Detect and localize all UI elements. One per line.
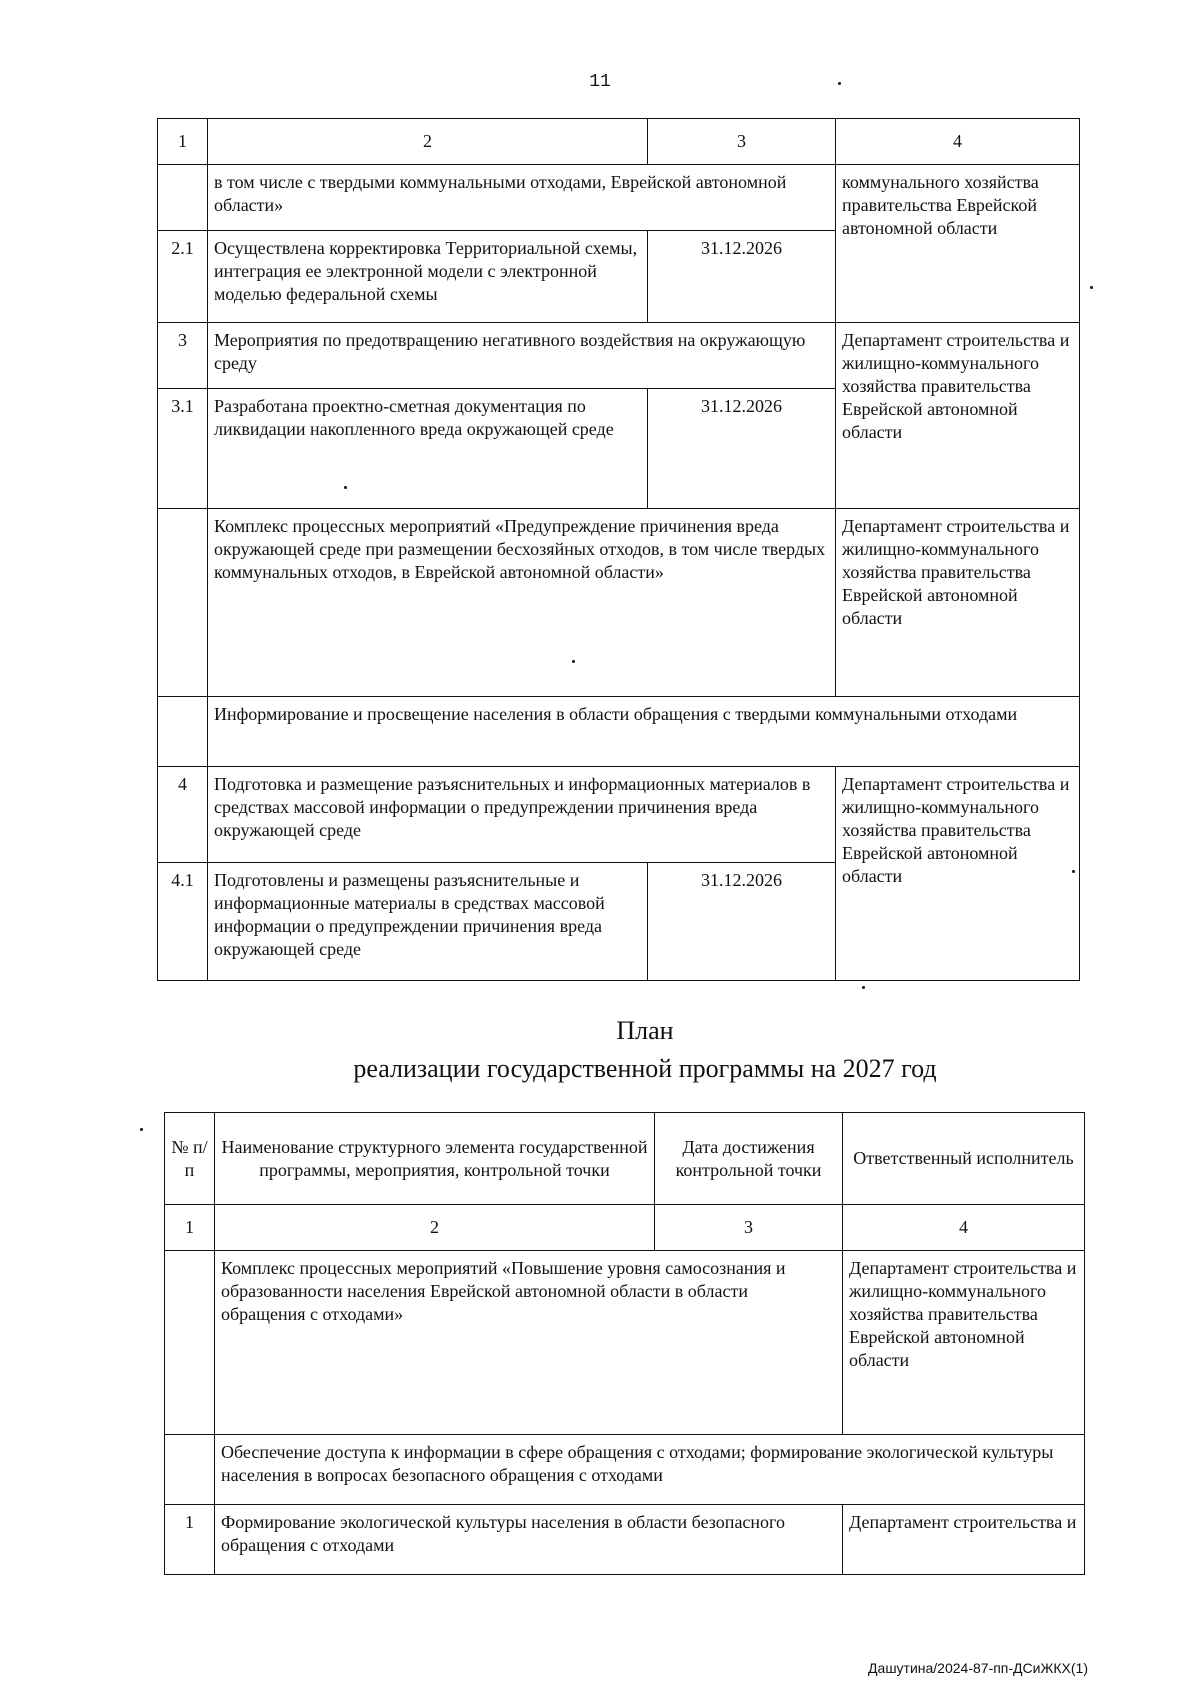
row-number: 2.1 bbox=[158, 231, 208, 323]
col-number-3: 3 bbox=[655, 1205, 843, 1251]
row-name: Комплекс процессных мероприятий «Повышение уровня самосознания и образованности населения Еврейской автономной области в области обращения с отходами» bbox=[215, 1251, 843, 1435]
table-row bbox=[158, 165, 1080, 231]
row-date: 31.12.2026 bbox=[648, 389, 836, 509]
col-header-name: Наименование структурного элемента государственной программы, мероприятия, контрольной точки bbox=[215, 1113, 655, 1205]
row-date: 31.12.2026 bbox=[648, 231, 836, 323]
col-number-1: 1 bbox=[158, 119, 208, 165]
col-header-number: № п/п bbox=[165, 1113, 215, 1205]
row-name: Разработана проектно-сметная документация по ликвидации накопленного вреда окружающей среде bbox=[208, 389, 648, 509]
col-header-responsible: Ответственный исполнитель bbox=[843, 1113, 1085, 1205]
row-number: 4.1 bbox=[158, 863, 208, 981]
table-row bbox=[165, 1505, 1085, 1575]
scan-speck bbox=[1090, 286, 1093, 289]
page-number: 11 bbox=[589, 72, 611, 92]
table-column-number-row bbox=[165, 1205, 1085, 1251]
row-responsible: Департамент строительства и жилищно-коммунального хозяйства правительства Еврейской автономной области bbox=[843, 1251, 1085, 1435]
table-row bbox=[165, 1435, 1085, 1505]
schedule-table-2027 bbox=[164, 1112, 1085, 1575]
table-row bbox=[158, 697, 1080, 767]
row-number: 4 bbox=[158, 767, 208, 863]
table-header-row bbox=[165, 1113, 1085, 1205]
col-number-1: 1 bbox=[165, 1205, 215, 1251]
row-responsible: коммунального хозяйства правительства Еврейской автономной области bbox=[836, 165, 1080, 323]
row-number bbox=[158, 697, 208, 767]
schedule-table-2026 bbox=[157, 118, 1080, 981]
row-number: 3 bbox=[158, 323, 208, 389]
row-name: Формирование экологической культуры населения в области безопасного обращения с отходами bbox=[215, 1505, 843, 1575]
plan-title: План bbox=[616, 1016, 674, 1045]
table-header-row bbox=[158, 119, 1080, 165]
row-name: Подготовка и размещение разъяснительных и информационных материалов в средствах массовой информации о предупреждении причинения вреда окружающей среде bbox=[208, 767, 836, 863]
row-responsible: Департамент строительства и жилищно-коммунального хозяйства правительства Еврейской автономной области bbox=[836, 323, 1080, 509]
table-row bbox=[158, 767, 1080, 863]
row-name: Комплекс процессных мероприятий «Предупреждение причинения вреда окружающей среде при размещении бесхозяйных отходов, в том числе твердых коммунальных отходов, в Еврейской автономной области» bbox=[208, 509, 836, 697]
row-name: Обеспечение доступа к информации в сфере обращения с отходами; формирование экологической культуры населения в вопросах безопасного обращения с отходами bbox=[215, 1435, 1085, 1505]
plan-subtitle: реализации государственной программы на 2027 год bbox=[353, 1054, 937, 1083]
row-number: 3.1 bbox=[158, 389, 208, 509]
row-number bbox=[165, 1251, 215, 1435]
row-number bbox=[158, 509, 208, 697]
row-name: Информирование и просвещение населения в области обращения с твердыми коммунальными отходами bbox=[208, 697, 1080, 767]
row-number bbox=[158, 165, 208, 231]
row-name: Мероприятия по предотвращению негативного воздействия на окружающую среду bbox=[208, 323, 836, 389]
row-number: 1 bbox=[165, 1505, 215, 1575]
row-date: 31.12.2026 bbox=[648, 863, 836, 981]
row-name: Осуществлена корректировка Территориальной схемы, интеграция ее электронной модели с электронной моделью федеральной схемы bbox=[208, 231, 648, 323]
scan-speck bbox=[140, 1128, 143, 1131]
table-row bbox=[165, 1251, 1085, 1435]
col-number-2: 2 bbox=[215, 1205, 655, 1251]
table-row bbox=[158, 323, 1080, 389]
table-row bbox=[158, 509, 1080, 697]
col-number-4: 4 bbox=[843, 1205, 1085, 1251]
document-footer-code: Дашутина/2024-87-пп-ДСиЖКХ(1) bbox=[868, 1660, 1088, 1676]
scan-speck bbox=[838, 82, 841, 85]
col-header-date: Дата достижения контрольной точки bbox=[655, 1113, 843, 1205]
scan-speck bbox=[862, 986, 865, 989]
row-responsible: Департамент строительства и жилищно-коммунального хозяйства правительства Еврейской автономной области bbox=[836, 767, 1080, 981]
col-number-2: 2 bbox=[208, 119, 648, 165]
scan-speck bbox=[1072, 870, 1075, 873]
col-number-4: 4 bbox=[836, 119, 1080, 165]
row-name: Подготовлены и размещены разъяснительные и информационные материалы в средствах массовой информации о предупреждении причинения вреда окружающей среде bbox=[208, 863, 648, 981]
row-number bbox=[165, 1435, 215, 1505]
row-responsible: Департамент строительства и bbox=[843, 1505, 1085, 1575]
col-number-3: 3 bbox=[648, 119, 836, 165]
scan-speck bbox=[344, 486, 347, 489]
row-responsible: Департамент строительства и жилищно-коммунального хозяйства правительства Еврейской автономной области bbox=[836, 509, 1080, 697]
row-name: в том числе с твердыми коммунальными отходами, Еврейской автономной области» bbox=[208, 165, 836, 231]
scan-speck bbox=[572, 660, 575, 663]
